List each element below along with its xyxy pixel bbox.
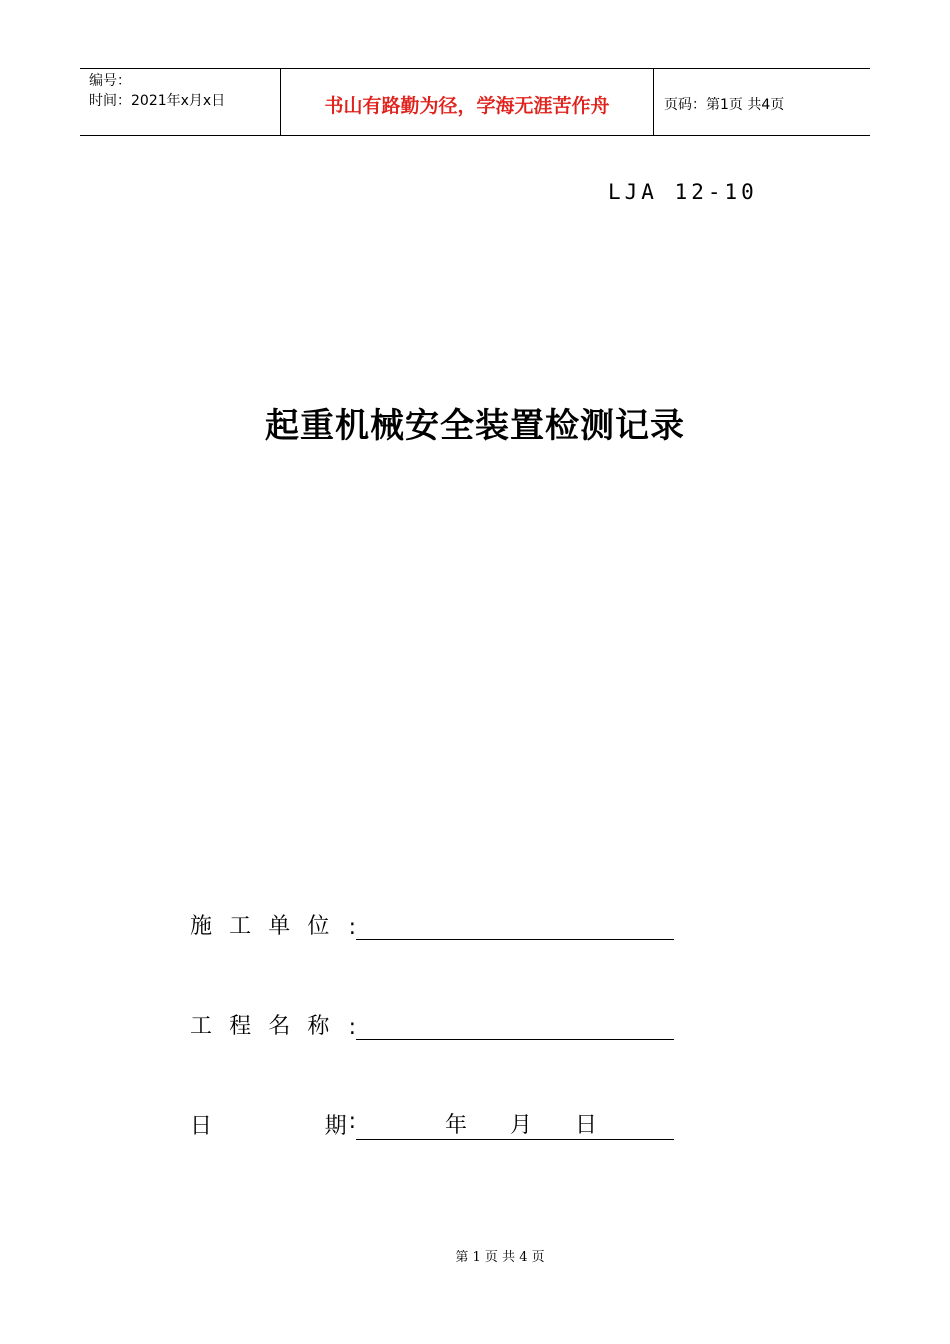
label-char: 期 [324,1114,347,1139]
construction-unit-input-line[interactable] [356,914,674,940]
date-input-line[interactable] [356,1110,674,1140]
label-char: 工 [229,914,252,939]
label-char: 位 [307,914,330,939]
label-colon: : [348,1015,356,1040]
document-number-label: 编号： [89,73,131,89]
label-colon: : [348,1109,356,1134]
project-name-input-line[interactable] [356,1014,674,1040]
date-year-label: 年 [445,1113,468,1138]
label-char: 称 [307,1014,330,1039]
field-construction-unit [190,906,674,940]
label-char: 名 [268,1014,291,1039]
label-char: 工 [190,1014,213,1039]
document-code: LJA 12-10 [608,180,758,204]
header-page-info: 页码：第1页 共4页 [664,97,785,113]
document-time-label: 时间：2021年x月x日 [89,93,226,109]
field-project-name [190,1006,674,1040]
label-char: 单 [268,914,291,939]
header-meta-cell [80,69,281,135]
label-char: 施 [190,914,213,939]
label-colon: : [348,915,356,940]
date-month-label: 月 [510,1113,533,1138]
footer-page-number: 第 1 页 共 4 页 [455,1250,545,1265]
document-title: 起重机械安全装置检测记录 [265,406,685,446]
field-date [190,1106,674,1140]
header-motto: 书山有路勤为径，学海无涯苦作舟 [281,69,654,135]
field-label-project-name [190,1009,356,1040]
label-char: 日 [190,1114,213,1139]
field-label-construction-unit [190,909,356,940]
date-day-label: 日 [575,1113,598,1138]
label-char: 程 [229,1014,252,1039]
page-header [80,68,870,136]
field-label-date [190,1109,356,1140]
